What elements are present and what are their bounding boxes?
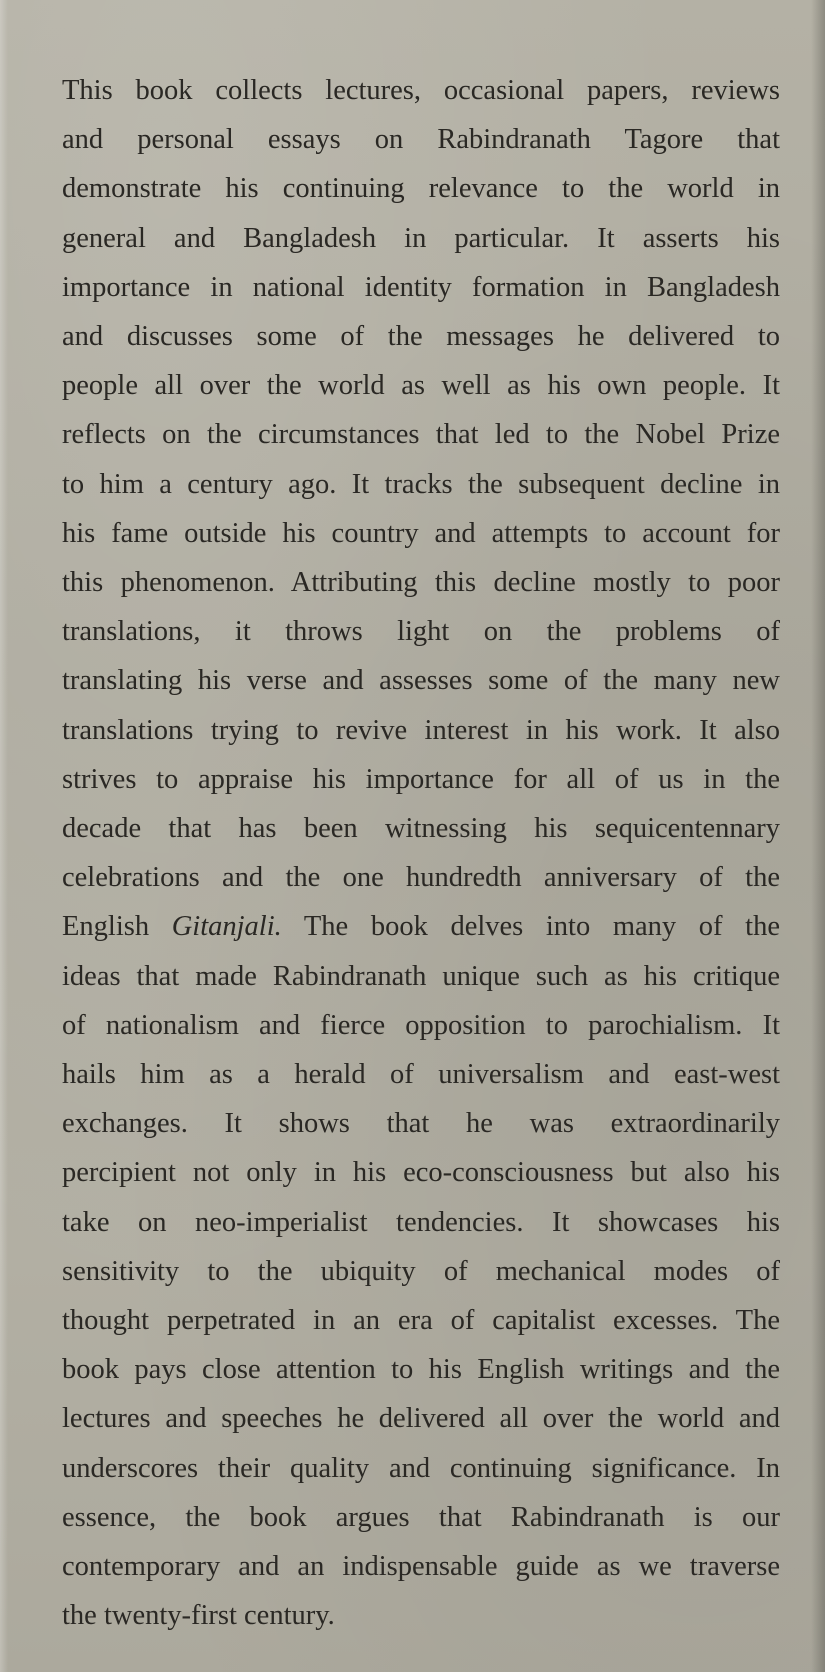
blurb-line: reflects on the circumstances that led to the Nobel Prize xyxy=(62,419,780,451)
blurb-line: strives to appraise his importance for all of us in the xyxy=(62,763,780,795)
blurb-line: translations trying to revive interest in his work. It also xyxy=(62,714,780,746)
blurb-line: decade that has been witnessing his sequicentennary xyxy=(62,813,780,845)
blurb-text-fragment: The book delves into many of the xyxy=(281,911,780,943)
blurb-line: thought perpetrated in an era of capitalist excesses. The xyxy=(62,1305,780,1337)
page-edge-shadow xyxy=(811,0,825,1672)
book-title-gitanjali: Gitanjali. xyxy=(171,911,282,943)
blurb-line: sensitivity to the ubiquity of mechanical modes of xyxy=(62,1255,780,1287)
blurb-line: exchanges. It shows that he was extraordinarily xyxy=(62,1108,780,1140)
blurb-line: translating his verse and assesses some of the many new xyxy=(62,665,780,697)
blurb-line: This book collects lectures, occasional papers, reviews xyxy=(62,75,780,106)
blurb-line: celebrations and the one hundredth anniversary of the xyxy=(62,862,780,894)
page-edge-highlight xyxy=(0,0,8,1672)
blurb-text-fragment: English xyxy=(62,911,172,943)
blurb-line: hails him as a herald of universalism and east-west xyxy=(62,1059,780,1091)
blurb-line: his fame outside his country and attempts to account for xyxy=(62,517,780,549)
blurb-line: this phenomenon. Attributing this decline mostly to poor xyxy=(62,567,780,599)
blurb-line: ideas that made Rabindranath unique such as his critique xyxy=(62,960,780,992)
blurb-line: of nationalism and fierce opposition to parochialism. It xyxy=(62,1009,780,1041)
blurb-line: translations, it throws light on the problems of xyxy=(62,616,780,648)
blurb-line: to him a century ago. It tracks the subsequent decline in xyxy=(62,468,780,500)
blurb-line: demonstrate his continuing relevance to the world in xyxy=(62,173,780,205)
blurb-line: and personal essays on Rabindranath Tagore that xyxy=(62,124,780,156)
blurb-line: general and Bangladesh in particular. It asserts his xyxy=(62,222,780,254)
blurb-line: contemporary and an indispensable guide as we traverse xyxy=(62,1551,780,1583)
blurb-line: and discusses some of the messages he delivered to xyxy=(62,321,780,353)
blurb-line: underscores their quality and continuing significance. In xyxy=(62,1452,780,1484)
blurb-line: essence, the book argues that Rabindranath is our xyxy=(62,1501,780,1533)
blurb-line: percipient not only in his eco-consciousness but also his xyxy=(62,1157,780,1189)
blurb-line: lectures and speeches he delivered all over the world and xyxy=(62,1403,780,1435)
blurb-line: people all over the world as well as his own people. It xyxy=(62,370,780,402)
blurb-line: the twenty-first century. xyxy=(62,1600,335,1632)
blurb-line: importance in national identity formation in Bangladesh xyxy=(62,271,780,303)
blurb-line: book pays close attention to his English writings and the xyxy=(62,1354,780,1386)
book-blurb-text xyxy=(62,66,780,1641)
blurb-line-with-title xyxy=(62,902,780,951)
blurb-line: take on neo-imperialist tendencies. It showcases his xyxy=(62,1206,780,1238)
